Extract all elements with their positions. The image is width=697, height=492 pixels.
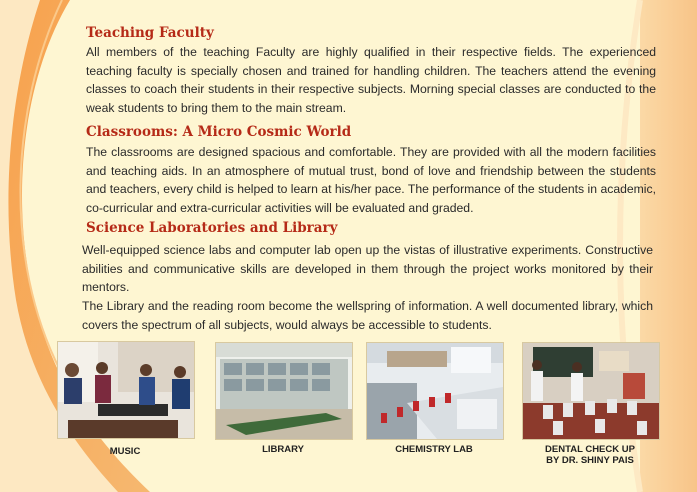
library-text: The Library and the reading room become the wellspring of information. A well documented library, which covers the spectrum of all subjects, would always be accessible to students. bbox=[82, 299, 653, 332]
paragraph-classrooms bbox=[86, 143, 656, 218]
caption-music: MUSIC bbox=[109, 446, 141, 457]
heading-classrooms: Classrooms: A Micro Cosmic World bbox=[86, 124, 352, 140]
caption-dental-line2: BY DR. SHINY PAIS bbox=[546, 455, 634, 466]
teaching-faculty-text: All members of the teaching Faculty are highly qualified in their respective fields. The experienced teaching faculty is specially chosen and trained for handling children. The teachers attend the evening classes to coach their students in their respective subjects. Morning special classes are conducted to the weak students to bring them to the main stream. bbox=[86, 45, 656, 116]
photo-music bbox=[57, 341, 195, 439]
paragraph-science-labs-library bbox=[82, 241, 653, 335]
classrooms-text: The classrooms are designed spacious and comfortable. They are provided with all the modern facilities and teaching aids. In an atmosphere of mutual trust, bond of love and friendship between the students and teachers, every child is helped to learn at his/her pace. The performance of the students in academic, co-curricular and extra-curricular activities will be evaluated and graded. bbox=[86, 145, 656, 216]
photo-dental-check-up bbox=[522, 342, 660, 440]
photo-chemistry-lab bbox=[366, 342, 504, 440]
caption-dental-line1: DENTAL CHECK UP bbox=[545, 444, 635, 455]
paragraph-teaching-faculty bbox=[86, 43, 656, 118]
caption-dental-check-up bbox=[512, 444, 668, 466]
caption-chemistry-lab: CHEMISTRY LAB bbox=[395, 444, 473, 455]
photo-library bbox=[215, 342, 353, 440]
heading-teaching-faculty: Teaching Faculty bbox=[86, 25, 214, 41]
science-labs-text: Well-equipped science labs and computer lab open up the vistas of illustrative experiments. Constructive abilities and communicative skills are developed in them through the project works monitored by their mentors. bbox=[82, 243, 653, 295]
heading-science-labs-library: Science Laboratories and Library bbox=[86, 220, 338, 236]
caption-library: LIBRARY bbox=[262, 444, 304, 455]
